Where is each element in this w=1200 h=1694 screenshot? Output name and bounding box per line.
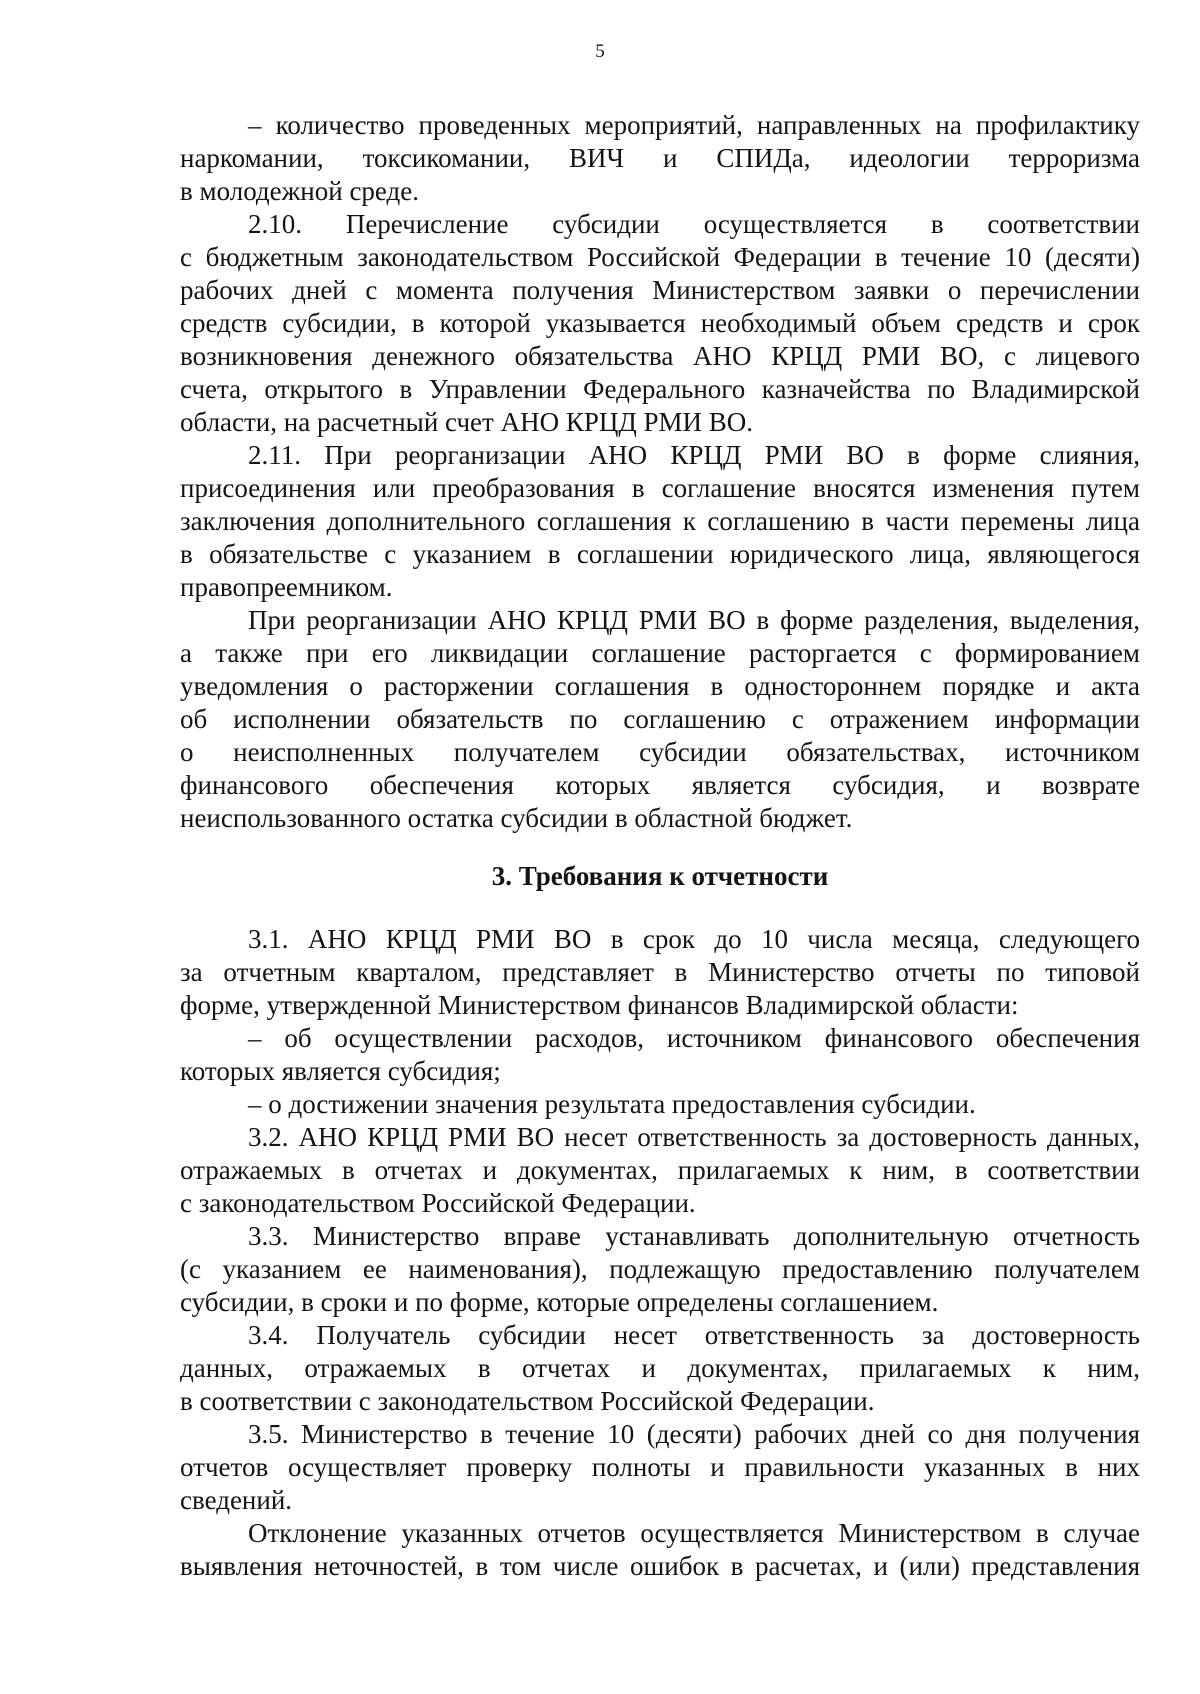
text-line: финансового обеспечения которых является субсидия, и возврате — [180, 770, 1140, 800]
text-line: за отчетным кварталом, представляет в Министерство отчеты по типовой — [180, 957, 1140, 987]
document-body — [180, 109, 1140, 1583]
paragraph — [180, 109, 1140, 208]
page-number: 5 — [595, 41, 605, 62]
paragraph-3-4 — [180, 1319, 1140, 1418]
text-line: средств субсидии, в которой указывается необходимый объем средств и срок — [180, 308, 1140, 338]
text-line: – о достижении значения результата предоставления субсидии. — [248, 1089, 976, 1119]
text-line: области, на расчетный счет АНО КРЦД РМИ ВО. — [180, 407, 754, 437]
text-line: отчетов осуществляет проверку полноты и правильности указанных в них — [180, 1452, 1140, 1482]
text-line: возникновения денежного обязательства АНО КРЦД РМИ ВО, с лицевого — [180, 341, 1140, 371]
text-line: наркомании, токсикомании, ВИЧ и СПИДа, идеологии терроризма — [180, 143, 1140, 173]
text-line: (с указанием ее наименования), подлежащую предоставлению получателем — [180, 1254, 1140, 1284]
text-line: а также при его ликвидации соглашение расторгается с формированием — [180, 638, 1140, 668]
text-line: сведений. — [180, 1485, 293, 1515]
text-line: 2.11. При реорганизации АНО КРЦД РМИ ВО в форме слияния, — [248, 440, 1140, 470]
text-line: отражаемых в отчетах и документах, прилагаемых к ним, в соответствии — [180, 1155, 1140, 1185]
text-line: которых является субсидия; — [180, 1056, 501, 1086]
text-line: в соответствии с законодательством Российской Федерации. — [180, 1386, 875, 1416]
text-line: в молодежной среде. — [180, 176, 420, 206]
text-line: 3.1. АНО КРЦД РМИ ВО в срок до 10 числа месяца, следующего — [248, 924, 1140, 954]
paragraph-3-5 — [180, 1418, 1140, 1517]
text-line: в обязательстве с указанием в соглашении юридического лица, являющегося — [180, 539, 1140, 569]
text-line: При реорганизации АНО КРЦД РМИ ВО в форме разделения, выделения, — [248, 605, 1140, 635]
text-line: счета, открытого в Управлении Федерального казначейства по Владимирской — [180, 374, 1140, 404]
text-line: правопреемником. — [180, 572, 393, 602]
text-line: рабочих дней с момента получения Министерством заявки о перечислении — [180, 275, 1140, 305]
paragraph-2-10 — [180, 208, 1140, 439]
text-line: 3.4. Получатель субсидии несет ответственность за достоверность — [248, 1320, 1140, 1350]
text-line: данных, отражаемых в отчетах и документах, прилагаемых к ним, — [180, 1353, 1140, 1383]
text-line: неиспользованного остатка субсидии в областной бюджет. — [180, 803, 853, 833]
text-line: выявления неточностей, в том числе ошибок в расчетах, и (или) представления — [180, 1551, 1140, 1581]
text-line: 3.5. Министерство в течение 10 (десяти) рабочих дней со дня получения — [248, 1419, 1140, 1449]
text-line: с законодательством Российской Федерации. — [180, 1188, 696, 1218]
text-line: 3.2. АНО КРЦД РМИ ВО несет ответственность за достоверность данных, — [248, 1122, 1140, 1152]
paragraph-3-3 — [180, 1220, 1140, 1319]
list-item — [180, 1022, 1140, 1088]
text-line: – количество проведенных мероприятий, направленных на профилактику — [248, 110, 1140, 140]
section-heading: 3. Требования к отчетности — [491, 861, 829, 891]
text-line: форме, утвержденной Министерством финансов Владимирской области: — [180, 990, 1019, 1020]
text-line: с бюджетным законодательством Российской Федерации в течение 10 (десяти) — [180, 242, 1140, 272]
text-line: об исполнении обязательств по соглашению с отражением информации — [180, 704, 1140, 734]
paragraph-2-11 — [180, 439, 1140, 604]
paragraph — [180, 1517, 1140, 1583]
text-line: Отклонение указанных отчетов осуществляется Министерством в случае — [248, 1518, 1140, 1548]
paragraph — [180, 604, 1140, 835]
text-line: уведомления о расторжении соглашения в одностороннем порядке и акта — [180, 671, 1140, 701]
text-line: 2.10. Перечисление субсидии осуществляется в соответствии — [248, 209, 1140, 239]
text-line: заключения дополнительного соглашения к соглашению в части перемены лица — [180, 506, 1140, 536]
paragraph-3-2 — [180, 1121, 1140, 1220]
text-line: о неисполненных получателем субсидии обязательствах, источником — [180, 737, 1140, 767]
text-line: субсидии, в сроки и по форме, которые определены соглашением. — [180, 1287, 939, 1317]
paragraph-3-1 — [180, 923, 1140, 1022]
text-line: – об осуществлении расходов, источником финансового обеспечения — [248, 1023, 1140, 1053]
text-line: присоединения или преобразования в соглашение вносятся изменения путем — [180, 473, 1140, 503]
text-line: 3.3. Министерство вправе устанавливать дополнительную отчетность — [248, 1221, 1140, 1251]
list-item — [180, 1088, 1140, 1121]
